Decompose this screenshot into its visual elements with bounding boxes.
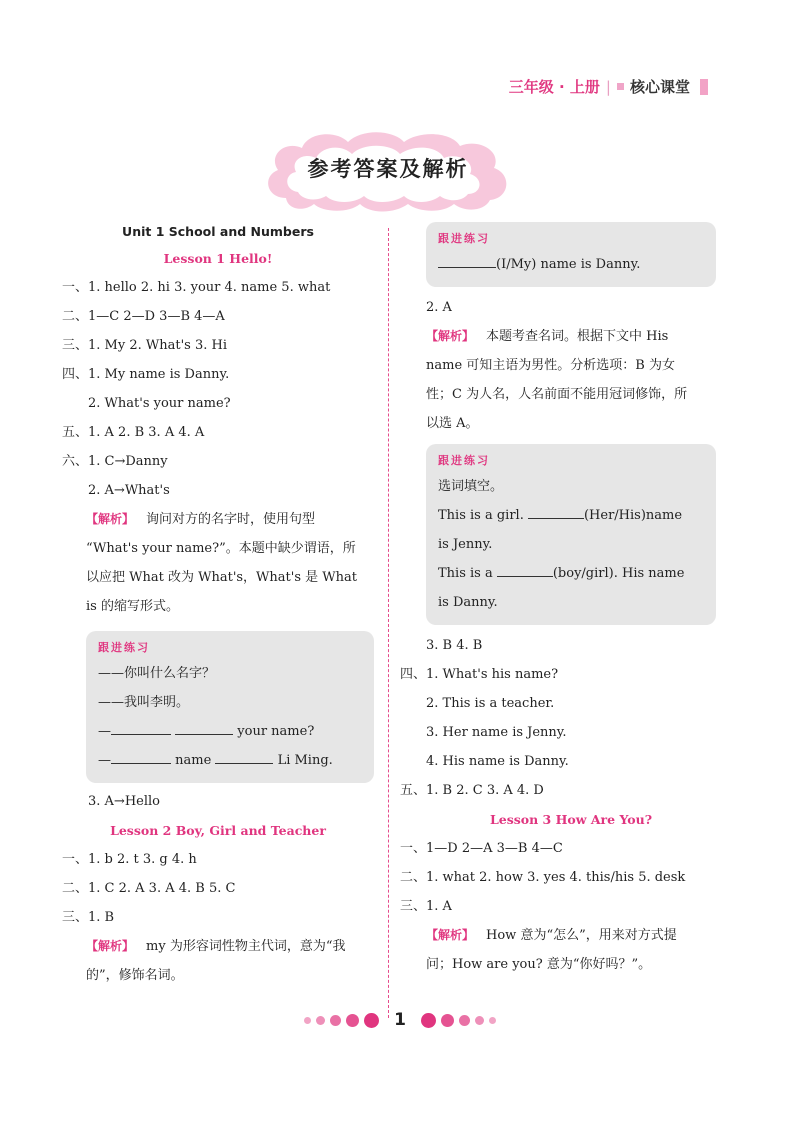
page-header <box>509 76 708 97</box>
answer-line: 四、1. What's his name? <box>400 667 559 682</box>
analysis-block <box>62 505 374 621</box>
practice-line: 选词填空。 <box>438 479 504 494</box>
bar-icon <box>700 79 708 95</box>
practice-line <box>438 250 704 279</box>
dot-icon <box>316 1016 325 1025</box>
practice-text: This is a girl. <box>438 508 524 523</box>
analysis-text: 问；How are you? 意为“你好吗？”。 <box>426 957 652 972</box>
practice-text: (I/My) name is Danny. <box>496 257 641 272</box>
dot-icon <box>441 1014 454 1027</box>
answer-line: 3. A→Hello <box>88 794 160 809</box>
column-divider <box>388 228 389 1018</box>
practice-text: your name? <box>237 724 315 739</box>
answer-line: 二、1. C 2. A 3. A 4. B 5. C <box>62 881 236 896</box>
analysis-text: 的”，修饰名词。 <box>86 968 184 983</box>
practice-text: name <box>175 753 212 768</box>
brand-label: 核心课堂 <box>629 78 690 96</box>
practice-line: is Jenny. <box>438 537 493 552</box>
analysis-tag: 【解析】 <box>426 329 475 343</box>
practice-line <box>98 717 362 746</box>
page-number: 1 <box>394 1010 406 1030</box>
dot-icon <box>459 1015 470 1026</box>
analysis-block <box>426 322 716 438</box>
practice-text: (boy/girl). His name <box>552 566 685 581</box>
blank <box>215 749 273 764</box>
answer-line: 3. Her name is Jenny. <box>426 725 567 740</box>
lesson2-title: Lesson 2 Boy, Girl and Teacher <box>110 823 326 838</box>
answer-line: 2. A <box>426 300 452 315</box>
lesson1-title: Lesson 1 Hello! <box>163 251 273 266</box>
page-footer <box>0 1010 800 1030</box>
right-column <box>400 222 716 979</box>
analysis-text: 性；C 为人名，人名前面不能用冠词修饰，所 <box>426 387 688 402</box>
dot-icon <box>489 1017 496 1024</box>
answer-line: 五、1. B 2. C 3. A 4. D <box>400 783 544 798</box>
lesson3-title: Lesson 3 How Are You? <box>489 812 653 827</box>
dot-icon <box>421 1013 436 1028</box>
answer-line: 四、1. My name is Danny. <box>62 367 230 382</box>
analysis-text: How 意为“怎么”，用来对方式提 <box>486 928 677 943</box>
practice-line: ——你叫什么名字？ <box>98 666 216 681</box>
answer-line: 2. A→What's <box>88 483 170 498</box>
dot-icon <box>346 1014 359 1027</box>
dot-icon <box>330 1015 341 1026</box>
grade-label: 三年级 · 上册 <box>508 78 600 96</box>
practice-box <box>86 631 374 783</box>
answer-line: 4. His name is Danny. <box>426 754 569 769</box>
practice-label: 跟进练习 <box>438 232 490 245</box>
analysis-text: my 为形容词性物主代词，意为“我 <box>146 939 346 954</box>
analysis-text: name 可知主语为男性。分析选项：B 为女 <box>426 358 675 373</box>
practice-text: This is a <box>438 566 493 581</box>
answer-line: 三、1. My 2. What's 3. Hi <box>62 338 227 353</box>
answer-line: 二、1. what 2. how 3. yes 4. this/his 5. desk <box>400 870 686 885</box>
blank <box>438 253 496 268</box>
analysis-tag: 【解析】 <box>86 512 135 526</box>
blank <box>111 720 171 735</box>
analysis-text: is 的缩写形式。 <box>86 599 179 614</box>
blank <box>497 562 553 577</box>
practice-text: Li Ming. <box>277 753 333 768</box>
answer-line: 一、1—D 2—A 3—B 4—C <box>400 841 563 856</box>
left-column <box>62 220 374 990</box>
practice-box <box>426 444 716 625</box>
analysis-block <box>62 932 374 990</box>
dot-icon <box>304 1017 311 1024</box>
analysis-text: 以应把 What 改为 What's，What's 是 What <box>86 570 357 585</box>
unit-title: Unit 1 School and Numbers <box>122 224 314 239</box>
analysis-text: “What's your name?”。本题中缺少谓语，所 <box>86 541 356 556</box>
practice-label: 跟进练习 <box>438 454 490 467</box>
page-title: 参考答案及解析 <box>307 157 469 181</box>
practice-line: ——我叫李明。 <box>98 695 190 710</box>
practice-line: is Danny. <box>438 595 498 610</box>
answer-line: 一、1. b 2. t 3. g 4. h <box>62 852 197 867</box>
dash: — <box>98 724 111 739</box>
analysis-text: 本题考查名词。根据下文中 His <box>486 329 669 344</box>
analysis-text: 询问对方的名字时，使用句型 <box>146 512 316 527</box>
answer-line: 三、1. A <box>400 899 452 914</box>
practice-line <box>438 501 704 530</box>
header-separator: | <box>605 77 611 96</box>
dot-icon <box>364 1013 379 1028</box>
practice-line <box>438 559 704 588</box>
answer-line: 二、1—C 2—D 3—B 4—A <box>62 309 225 324</box>
answer-line: 3. B 4. B <box>426 638 483 653</box>
answer-line: 一、1. hello 2. hi 3. your 4. name 5. what <box>62 280 331 295</box>
analysis-block <box>426 921 716 979</box>
answer-line: 2. What's your name? <box>88 396 231 411</box>
analysis-tag: 【解析】 <box>426 928 475 942</box>
answer-line: 2. This is a teacher. <box>426 696 555 711</box>
practice-line <box>98 746 362 775</box>
practice-box <box>426 222 716 287</box>
square-icon <box>617 83 624 90</box>
dot-icon <box>475 1016 484 1025</box>
practice-text: (Her/His)name <box>583 508 683 523</box>
analysis-text: 以选 A。 <box>426 416 479 431</box>
blank <box>175 720 233 735</box>
answer-line: 五、1. A 2. B 3. A 4. A <box>62 425 205 440</box>
answer-line: 三、1. B <box>62 910 115 925</box>
answer-line: 六、1. C→Danny <box>62 454 168 469</box>
dash: — <box>98 753 111 768</box>
analysis-tag: 【解析】 <box>86 939 135 953</box>
blank <box>111 749 171 764</box>
practice-label: 跟进练习 <box>98 641 150 654</box>
blank <box>528 504 584 519</box>
